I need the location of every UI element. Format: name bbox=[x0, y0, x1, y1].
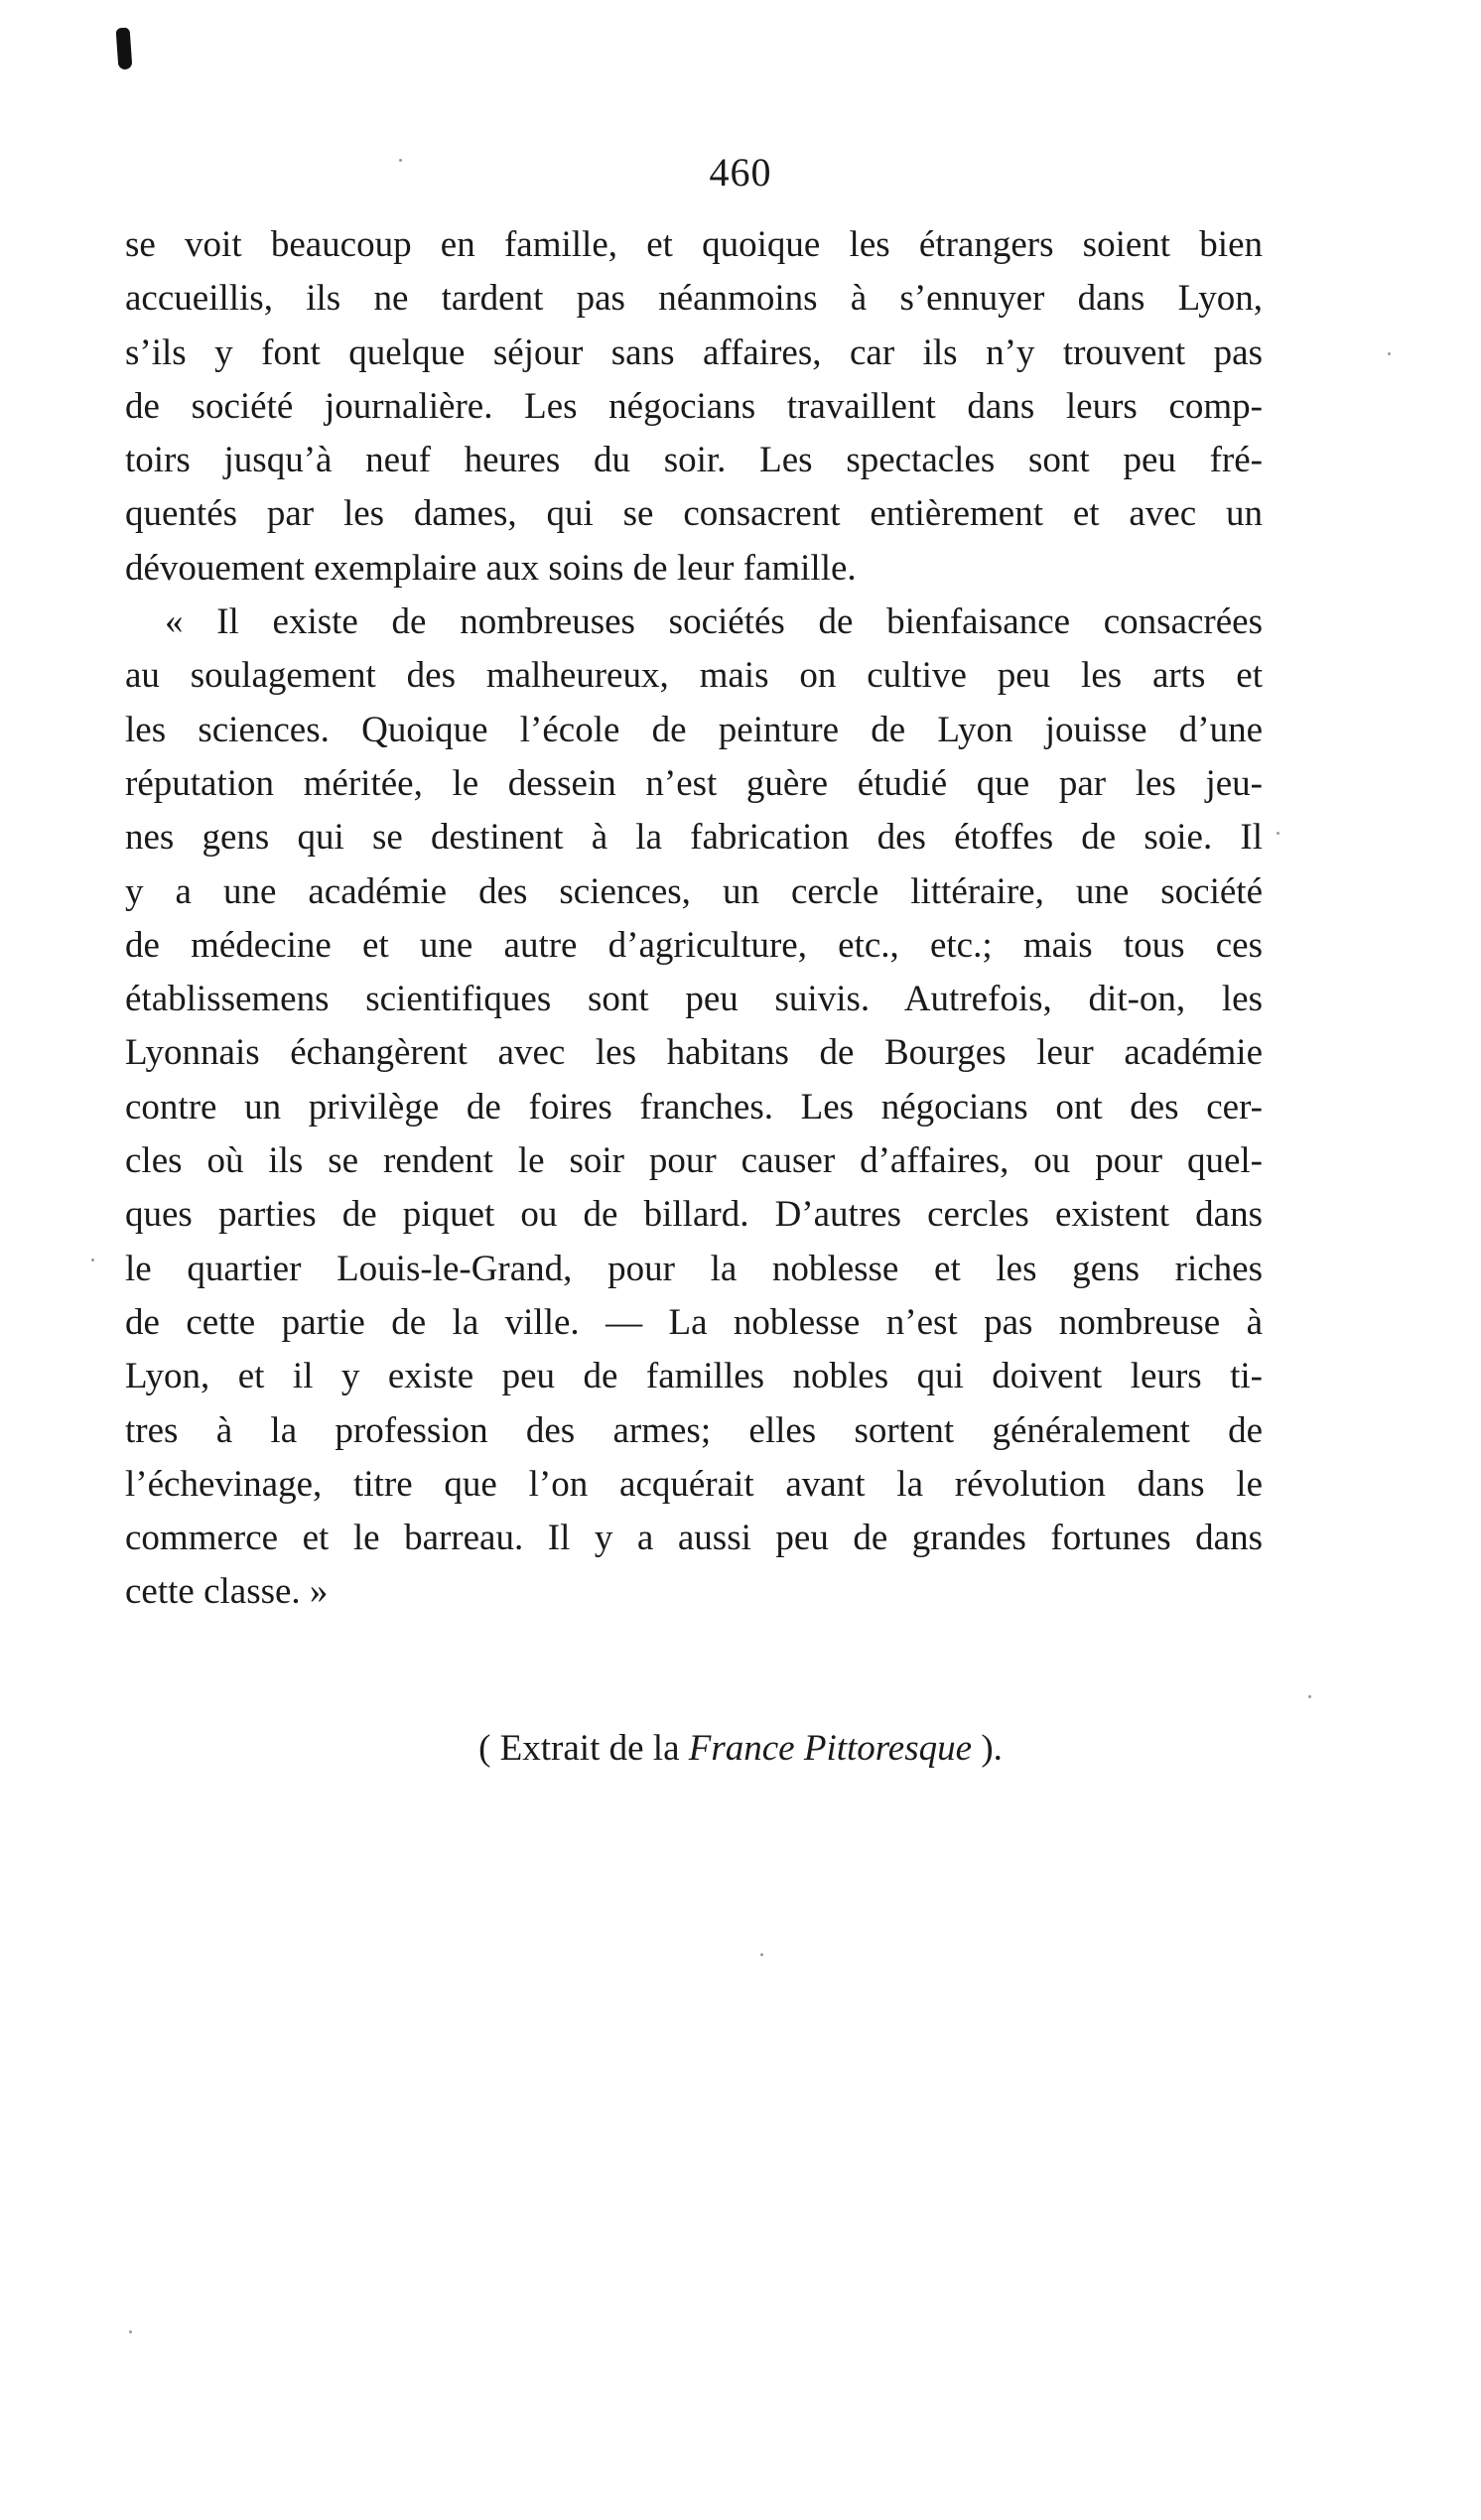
text-line: dévouement exemplaire aux soins de leur famille. bbox=[125, 547, 857, 589]
text-line: nes gens qui se destinent à la fabrication des étoffes de soie. Il bbox=[125, 817, 1263, 859]
text-line: se voit beaucoup en famille, et quoique les étrangers soient bien bbox=[125, 224, 1263, 265]
text-line: s’ils y font quelque séjour sans affaires, car ils n’y trouvent pas bbox=[125, 332, 1263, 373]
text-line: de cette partie de la ville. — La noblesse n’est pas nombreuse à bbox=[125, 1301, 1263, 1343]
paper-speck bbox=[1388, 352, 1391, 355]
text-line: réputation méritée, le dessein n’est guère étudié que par les jeu- bbox=[125, 762, 1263, 804]
body-text bbox=[125, 218, 1263, 1620]
paper-speck bbox=[760, 1953, 763, 1956]
text-line: les sciences. Quoique l’école de peinture de Lyon jouisse d’une bbox=[125, 709, 1263, 750]
text-line: accueillis, ils ne tardent pas néanmoins à s’ennuyer dans Lyon, bbox=[125, 278, 1263, 320]
credit-suffix: ). bbox=[972, 1728, 1003, 1769]
credit-source-title: France Pittoresque bbox=[688, 1728, 973, 1769]
text-line: quentés par les dames, qui se consacrent entièrement et avec un bbox=[125, 493, 1263, 535]
text-line: contre un privilège de foires franches. Les négocians ont des cer- bbox=[125, 1086, 1263, 1127]
text-line: tres à la profession des armes; elles sortent généralement de bbox=[125, 1409, 1263, 1451]
credit-prefix: ( Extrait de la bbox=[478, 1728, 689, 1769]
text-line: commerce et le barreau. Il y a aussi peu de grandes fortunes dans bbox=[125, 1518, 1263, 1559]
ink-mark bbox=[116, 28, 133, 70]
paper-speck bbox=[1308, 1695, 1311, 1698]
text-line: y a une académie des sciences, un cercle littéraire, une société bbox=[125, 870, 1263, 912]
text-line: l’échevinage, titre que l’on acquérait avant la révolution dans le bbox=[125, 1463, 1263, 1505]
paper-speck bbox=[91, 1259, 94, 1261]
paper-speck bbox=[1277, 832, 1279, 835]
text-line: le quartier Louis-le-Grand, pour la noblesse et les gens riches bbox=[125, 1248, 1263, 1289]
text-line: au soulagement des malheureux, mais on cultive peu les arts et bbox=[125, 655, 1263, 697]
text-line: toirs jusqu’à neuf heures du soir. Les spectacles sont peu fré- bbox=[125, 440, 1263, 481]
text-line: de médecine et une autre d’agriculture, etc., etc.; mais tous ces bbox=[125, 924, 1263, 966]
text-line: cette classe. » bbox=[125, 1571, 329, 1613]
page-number: 460 bbox=[709, 150, 772, 195]
paper-speck bbox=[129, 2330, 132, 2333]
text-line: établissemens scientifiques sont peu suivis. Autrefois, dit-on, les bbox=[125, 979, 1263, 1020]
text-line: « Il existe de nombreuses sociétés de bienfaisance consacrées bbox=[165, 601, 1263, 643]
text-line: Lyon, et il y existe peu de familles nobles qui doivent leurs ti- bbox=[125, 1356, 1263, 1397]
source-credit bbox=[0, 1725, 1481, 1773]
text-line: Lyonnais échangèrent avec les habitans de Bourges leur académie bbox=[125, 1032, 1263, 1074]
paper-speck bbox=[399, 159, 402, 162]
text-line: ques parties de piquet ou de billard. D’autres cercles existent dans bbox=[125, 1194, 1263, 1236]
text-line: de société journalière. Les négocians travaillent dans leurs comp- bbox=[125, 385, 1263, 427]
text-line: cles où ils se rendent le soir pour causer d’affaires, ou pour quel- bbox=[125, 1140, 1263, 1182]
